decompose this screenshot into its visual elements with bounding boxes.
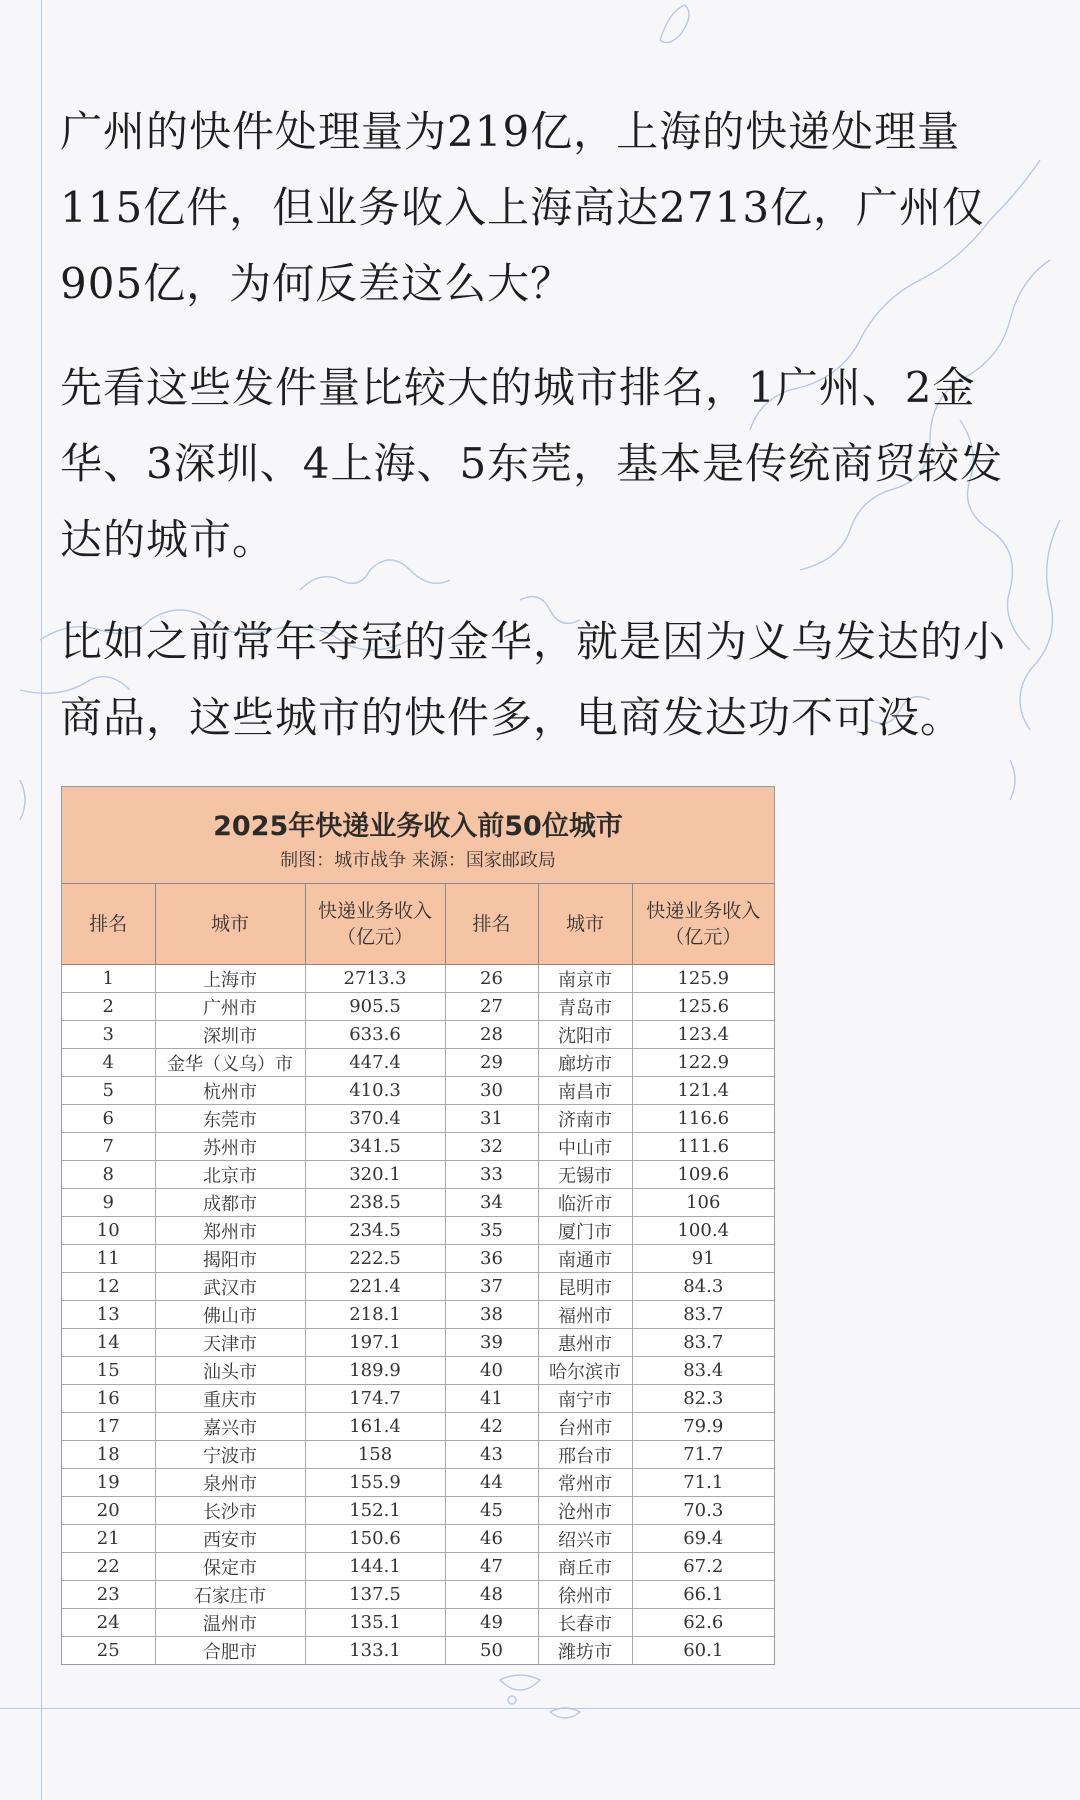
left-revenue-cell: 905.5 <box>305 993 445 1021</box>
margin-line-vertical <box>41 0 42 1800</box>
right-rank-cell: 46 <box>445 1525 538 1553</box>
right-city-cell: 台州市 <box>538 1413 632 1441</box>
left-rank-cell: 13 <box>62 1301 155 1329</box>
table-row <box>62 965 774 993</box>
right-city-cell: 南京市 <box>538 965 632 993</box>
left-rank-cell: 3 <box>62 1021 155 1049</box>
left-revenue-cell: 2713.3 <box>305 965 445 993</box>
right-revenue-cell: 109.6 <box>632 1161 774 1189</box>
right-revenue-cell: 66.1 <box>632 1581 774 1609</box>
margin-line-horizontal <box>0 1708 1080 1709</box>
right-rank-cell: 26 <box>445 965 538 993</box>
right-revenue-cell: 82.3 <box>632 1385 774 1413</box>
right-city-cell: 福州市 <box>538 1301 632 1329</box>
right-revenue-cell: 91 <box>632 1245 774 1273</box>
right-revenue-cell: 84.3 <box>632 1273 774 1301</box>
right-rank-cell: 50 <box>445 1637 538 1665</box>
right-revenue-cell: 100.4 <box>632 1217 774 1245</box>
right-city-cell: 青岛市 <box>538 993 632 1021</box>
left-revenue-cell: 410.3 <box>305 1077 445 1105</box>
left-rank-cell: 8 <box>62 1161 155 1189</box>
right-city-cell: 绍兴市 <box>538 1525 632 1553</box>
left-city-cell: 揭阳市 <box>155 1245 305 1273</box>
left-city-cell: 佛山市 <box>155 1301 305 1329</box>
table-row <box>62 1021 774 1049</box>
table-row <box>62 993 774 1021</box>
right-rank-cell: 28 <box>445 1021 538 1049</box>
table-row <box>62 1301 774 1329</box>
header-revenue-line2: （亿元） <box>336 926 413 948</box>
right-rank-cell: 41 <box>445 1385 538 1413</box>
left-city-cell: 泉州市 <box>155 1469 305 1497</box>
left-rank-cell: 12 <box>62 1273 155 1301</box>
right-rank-cell: 47 <box>445 1553 538 1581</box>
right-rank-cell: 42 <box>445 1413 538 1441</box>
right-city-cell: 沈阳市 <box>538 1021 632 1049</box>
right-city-cell: 常州市 <box>538 1469 632 1497</box>
right-city-cell: 临沂市 <box>538 1189 632 1217</box>
right-revenue-cell: 62.6 <box>632 1609 774 1637</box>
left-city-cell: 保定市 <box>155 1553 305 1581</box>
right-city-cell: 中山市 <box>538 1133 632 1161</box>
left-revenue-cell: 370.4 <box>305 1105 445 1133</box>
left-city-cell: 苏州市 <box>155 1133 305 1161</box>
left-revenue-cell: 189.9 <box>305 1357 445 1385</box>
column-header-row <box>62 884 774 965</box>
right-rank-cell: 40 <box>445 1357 538 1385</box>
right-city-cell: 长春市 <box>538 1609 632 1637</box>
left-city-cell: 广州市 <box>155 993 305 1021</box>
left-city-cell: 汕头市 <box>155 1357 305 1385</box>
left-revenue-cell: 144.1 <box>305 1553 445 1581</box>
table-body <box>62 965 774 1665</box>
left-city-cell: 北京市 <box>155 1161 305 1189</box>
right-revenue-cell: 60.1 <box>683 1640 724 1661</box>
left-rank-cell: 9 <box>62 1189 155 1217</box>
right-rank-cell: 38 <box>445 1301 538 1329</box>
right-rank-cell: 45 <box>445 1497 538 1525</box>
table-header-banner <box>62 787 774 884</box>
right-revenue-cell: 69.4 <box>632 1525 774 1553</box>
left-city-cell: 天津市 <box>155 1329 305 1357</box>
table-row <box>62 1245 774 1273</box>
right-revenue-cell: 71.1 <box>632 1469 774 1497</box>
header-rank-right: 排名 <box>445 884 538 965</box>
right-rank-cell: 27 <box>445 993 538 1021</box>
table-row <box>62 1469 774 1497</box>
header-revenue-line1: 快递业务收入 <box>317 900 432 922</box>
right-revenue-cell: 71.7 <box>632 1441 774 1469</box>
left-rank-cell: 22 <box>62 1553 155 1581</box>
right-rank-cell: 49 <box>445 1609 538 1637</box>
left-city-cell: 嘉兴市 <box>155 1413 305 1441</box>
right-city-cell: 邢台市 <box>538 1441 632 1469</box>
left-revenue-cell: 320.1 <box>305 1161 445 1189</box>
left-rank-cell: 10 <box>62 1217 155 1245</box>
left-rank-cell: 14 <box>62 1329 155 1357</box>
left-revenue-cell: 152.1 <box>305 1497 445 1525</box>
left-rank-cell: 15 <box>62 1357 155 1385</box>
right-rank-cell: 44 <box>445 1469 538 1497</box>
table-row <box>62 1273 774 1301</box>
left-city-cell: 杭州市 <box>155 1077 305 1105</box>
right-city-cell: 无锡市 <box>538 1161 632 1189</box>
table-row <box>62 1077 774 1105</box>
left-revenue-cell: 158 <box>305 1441 445 1469</box>
right-rank-cell: 39 <box>445 1329 538 1357</box>
table-subtitle: 制图：城市战争 来源：国家邮政局 <box>280 850 556 871</box>
left-revenue-cell: 150.6 <box>305 1525 445 1553</box>
left-city-cell: 郑州市 <box>155 1217 305 1245</box>
left-city-cell: 成都市 <box>155 1189 305 1217</box>
left-city-cell: 宁波市 <box>155 1441 305 1469</box>
table-row <box>62 1441 774 1469</box>
right-rank-cell: 34 <box>445 1189 538 1217</box>
left-rank-cell: 7 <box>62 1133 155 1161</box>
right-revenue-cell: 106 <box>632 1189 774 1217</box>
left-city-cell: 金华（义乌）市 <box>155 1049 305 1077</box>
left-revenue-cell: 135.1 <box>305 1609 445 1637</box>
left-rank-cell: 11 <box>62 1245 155 1273</box>
left-rank-cell: 20 <box>62 1497 155 1525</box>
right-city-cell: 南通市 <box>538 1245 632 1273</box>
left-city-cell: 石家庄市 <box>155 1581 305 1609</box>
table-row <box>62 1553 774 1581</box>
paragraph-1: 广州的快件处理量为219亿，上海的快递处理量115亿件，但业务收入上海高达2713亿，广州仅905亿，为何反差这么大？ <box>60 107 986 308</box>
left-city-cell: 武汉市 <box>155 1273 305 1301</box>
right-rank-cell: 35 <box>445 1217 538 1245</box>
right-city-cell: 徐州市 <box>538 1581 632 1609</box>
left-revenue-cell: 133.1 <box>305 1637 445 1665</box>
table-row <box>62 1329 774 1357</box>
header-revenue-right <box>632 884 774 965</box>
left-revenue-cell: 218.1 <box>305 1301 445 1329</box>
left-rank-cell: 2 <box>62 993 155 1021</box>
right-city-cell: 济南市 <box>538 1105 632 1133</box>
left-rank-cell: 25 <box>62 1637 155 1665</box>
right-revenue-cell: 83.4 <box>632 1357 774 1385</box>
table-row <box>62 1525 774 1553</box>
table-row <box>62 1217 774 1245</box>
right-rank-cell: 29 <box>445 1049 538 1077</box>
right-revenue-cell: 67.2 <box>632 1553 774 1581</box>
right-rank-cell: 33 <box>445 1161 538 1189</box>
revenue-ranking-table <box>61 786 775 1665</box>
right-city-cell: 南宁市 <box>538 1385 632 1413</box>
left-revenue-cell: 341.5 <box>305 1133 445 1161</box>
right-city-cell: 哈尔滨市 <box>538 1357 632 1385</box>
right-revenue-cell: 121.4 <box>632 1077 774 1105</box>
left-rank-cell: 19 <box>62 1469 155 1497</box>
right-city-cell: 厦门市 <box>538 1217 632 1245</box>
left-city-cell: 温州市 <box>155 1609 305 1637</box>
left-revenue-cell: 222.5 <box>305 1245 445 1273</box>
header-rank: 排名 <box>62 884 155 965</box>
right-revenue-cell: 125.6 <box>632 993 774 1021</box>
header-revenue-right-line2: （亿元） <box>665 926 742 948</box>
left-city-cell: 合肥市 <box>155 1637 305 1665</box>
left-rank-cell: 24 <box>62 1609 155 1637</box>
right-rank-cell: 30 <box>445 1077 538 1105</box>
right-revenue-cell: 116.6 <box>632 1105 774 1133</box>
right-rank-cell: 37 <box>445 1273 538 1301</box>
right-rank-cell: 32 <box>445 1133 538 1161</box>
table-row <box>62 1581 774 1609</box>
right-city-cell: 沧州市 <box>538 1497 632 1525</box>
right-city-cell: 昆明市 <box>538 1273 632 1301</box>
right-revenue-cell: 122.9 <box>632 1049 774 1077</box>
table-row <box>62 1105 774 1133</box>
paragraph-3: 比如之前常年夺冠的金华，就是因为义乌发达的小商品，这些城市的快件多，电商发达功不可没。 <box>60 617 1007 742</box>
right-city-cell: 惠州市 <box>538 1329 632 1357</box>
left-revenue-cell: 234.5 <box>305 1217 445 1245</box>
left-revenue-cell: 633.6 <box>305 1021 445 1049</box>
left-revenue-cell: 197.1 <box>305 1329 445 1357</box>
left-rank-cell: 17 <box>62 1413 155 1441</box>
left-rank-cell: 21 <box>62 1525 155 1553</box>
left-city-cell: 上海市 <box>155 965 305 993</box>
right-revenue-cell: 123.4 <box>632 1021 774 1049</box>
table-row <box>62 1637 774 1665</box>
header-revenue <box>305 884 445 965</box>
left-rank-cell: 6 <box>62 1105 155 1133</box>
left-city-cell: 长沙市 <box>155 1497 305 1525</box>
right-rank-cell: 48 <box>445 1581 538 1609</box>
table-row <box>62 1049 774 1077</box>
left-rank-cell: 5 <box>62 1077 155 1105</box>
right-rank-cell: 43 <box>445 1441 538 1469</box>
left-revenue-cell: 238.5 <box>305 1189 445 1217</box>
right-city-cell: 商丘市 <box>538 1553 632 1581</box>
ranking-grid <box>62 884 774 1664</box>
paragraph-2: 先看这些发件量比较大的城市排名，1广州、2金华、3深圳、4上海、5东莞，基本是传统商贸较发达的城市。 <box>60 363 1004 564</box>
left-revenue-cell: 221.4 <box>305 1273 445 1301</box>
table-row <box>62 1413 774 1441</box>
left-revenue-cell: 447.4 <box>305 1049 445 1077</box>
table-row <box>62 1133 774 1161</box>
header-revenue-right-line1: 快递业务收入 <box>646 900 761 922</box>
left-revenue-cell: 155.9 <box>305 1469 445 1497</box>
right-revenue-cell: 70.3 <box>632 1497 774 1525</box>
left-rank-cell: 16 <box>62 1385 155 1413</box>
table-title: 2025年快递业务收入前50位城市 <box>213 811 623 842</box>
left-rank-cell: 23 <box>62 1581 155 1609</box>
left-city-cell: 东莞市 <box>155 1105 305 1133</box>
right-city-cell: 廊坊市 <box>538 1049 632 1077</box>
table-row <box>62 1357 774 1385</box>
right-revenue-cell: 111.6 <box>632 1133 774 1161</box>
left-rank-cell: 4 <box>62 1049 155 1077</box>
left-rank-cell: 1 <box>62 965 155 993</box>
left-revenue-cell: 137.5 <box>305 1581 445 1609</box>
right-city-cell: 潍坊市 <box>538 1637 632 1665</box>
right-revenue-cell: 125.9 <box>632 965 774 993</box>
table-row <box>62 1385 774 1413</box>
right-rank-cell: 36 <box>445 1245 538 1273</box>
right-revenue-cell: 83.7 <box>632 1301 774 1329</box>
left-city-cell: 西安市 <box>155 1525 305 1553</box>
left-revenue-cell: 174.7 <box>305 1385 445 1413</box>
right-revenue-cell: 83.7 <box>632 1329 774 1357</box>
table-row <box>62 1161 774 1189</box>
left-revenue-cell: 161.4 <box>305 1413 445 1441</box>
header-city: 城市 <box>155 884 305 965</box>
table-row <box>62 1189 774 1217</box>
table-row <box>62 1497 774 1525</box>
right-city-cell: 南昌市 <box>538 1077 632 1105</box>
left-city-cell: 深圳市 <box>155 1021 305 1049</box>
right-rank-cell: 31 <box>445 1105 538 1133</box>
right-revenue-cell: 79.9 <box>632 1413 774 1441</box>
left-rank-cell: 18 <box>62 1441 155 1469</box>
header-city-right: 城市 <box>538 884 632 965</box>
left-city-cell: 重庆市 <box>155 1385 305 1413</box>
table-row <box>62 1609 774 1637</box>
